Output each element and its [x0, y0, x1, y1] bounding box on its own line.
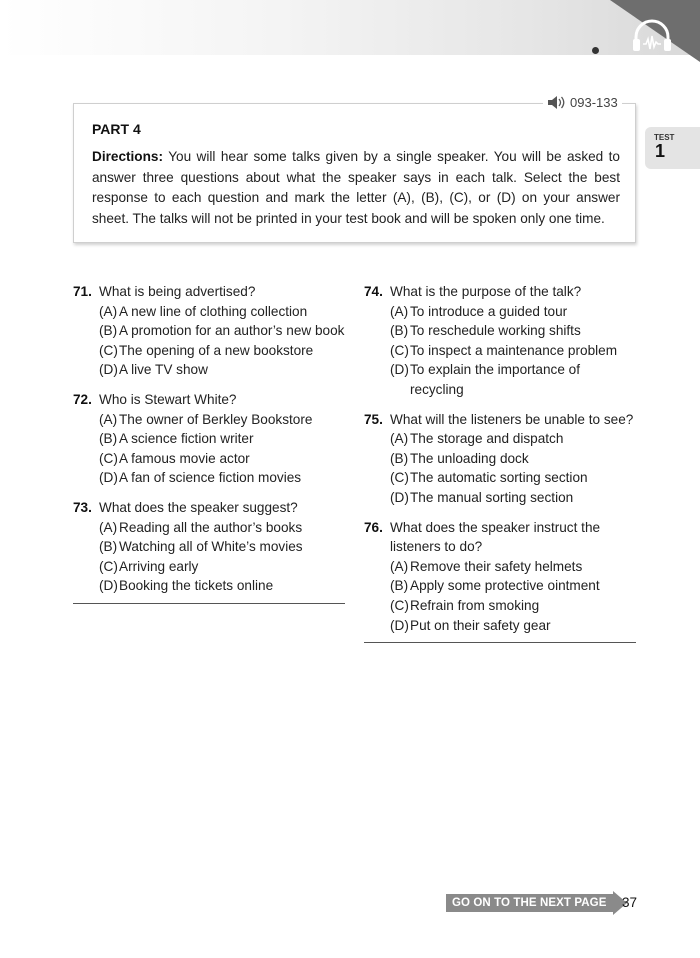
option-text: The opening of a new bookstore	[119, 342, 314, 358]
option-b	[364, 576, 636, 596]
question-number: 73.	[73, 499, 92, 515]
option-b	[364, 321, 636, 341]
option-text: The manual sorting section	[410, 489, 574, 505]
test-tab	[645, 127, 700, 169]
option-letter: (D)	[99, 362, 118, 378]
directions-label: Directions:	[92, 149, 164, 164]
option-a	[73, 302, 345, 322]
next-page-indicator[interactable]	[446, 891, 607, 915]
option-text: To reschedule working shifts	[410, 323, 581, 339]
option-d	[73, 468, 345, 488]
option-text: Booking the tickets online	[119, 578, 274, 594]
option-b	[73, 537, 345, 557]
question-74	[364, 282, 636, 400]
option-text: The storage and dispatch	[410, 431, 564, 447]
option-text: The unloading dock	[410, 450, 529, 466]
option-b	[73, 429, 345, 449]
option-text: Reading all the author’s books	[119, 519, 303, 535]
option-letter: (A)	[99, 411, 118, 427]
directions-text	[92, 147, 620, 229]
questions-column-right	[364, 282, 636, 643]
column-divider-line	[73, 603, 345, 604]
option-letter: (C)	[99, 342, 118, 358]
option-letter: (A)	[390, 558, 409, 574]
option-d	[364, 616, 636, 636]
option-c	[364, 341, 636, 361]
question-number: 72.	[73, 391, 92, 407]
option-letter: (A)	[99, 519, 118, 535]
test-tab-number: 1	[655, 141, 666, 161]
option-text: Put on their safety gear	[410, 617, 551, 633]
column-divider-line	[364, 642, 636, 643]
option-text: Watching all of White’s movies	[119, 539, 303, 555]
option-letter: (C)	[390, 597, 409, 613]
option-letter: (C)	[99, 450, 118, 466]
option-letter: (C)	[99, 558, 118, 574]
headphone-icon	[630, 18, 674, 54]
option-b	[364, 449, 636, 469]
option-letter: (B)	[99, 539, 118, 555]
option-c	[364, 596, 636, 616]
option-c	[364, 468, 636, 488]
option-letter: (B)	[390, 323, 409, 339]
question-text: What is being advertised?	[99, 284, 256, 299]
option-a	[73, 410, 345, 430]
option-a	[364, 302, 636, 322]
question-75	[364, 410, 636, 508]
option-text: A science fiction writer	[119, 431, 254, 447]
option-text: To explain the importance of recycling	[410, 362, 581, 397]
question-73	[73, 498, 345, 596]
question-number: 71.	[73, 284, 92, 299]
option-text: A promotion for an author’s new book	[119, 323, 345, 339]
question-text: Who is Stewart White?	[99, 391, 237, 407]
page-number: 37	[622, 895, 638, 910]
option-b	[73, 321, 345, 341]
question-text: What does the speaker instruct the listeners to do?	[390, 519, 601, 555]
option-text: The owner of Berkley Bookstore	[119, 411, 313, 427]
question-76	[364, 518, 636, 636]
corner-dot	[592, 47, 599, 54]
option-text: To inspect a maintenance problem	[410, 342, 618, 358]
option-letter: (B)	[390, 578, 409, 594]
option-letter: (A)	[99, 303, 118, 319]
option-text: The automatic sorting section	[410, 470, 588, 486]
question-72	[73, 390, 345, 488]
option-text: A fan of science fiction movies	[119, 470, 302, 486]
test-tab-label: TEST	[654, 133, 675, 142]
speaker-icon	[547, 96, 567, 109]
option-a	[73, 518, 345, 538]
option-letter: (A)	[390, 303, 409, 319]
option-c	[73, 341, 345, 361]
directions-box	[73, 103, 636, 243]
option-c	[73, 449, 345, 469]
option-text: Arriving early	[119, 558, 199, 574]
option-letter: (D)	[99, 470, 118, 486]
option-text: Apply some protective ointment	[410, 578, 600, 594]
option-text: A live TV show	[119, 362, 208, 378]
option-letter: (A)	[390, 431, 409, 447]
question-number: 75.	[364, 411, 383, 427]
question-71	[73, 282, 345, 380]
option-letter: (B)	[390, 450, 409, 466]
option-letter: (D)	[99, 578, 118, 594]
option-d	[73, 360, 345, 380]
option-a	[364, 557, 636, 577]
option-d	[364, 360, 636, 399]
option-letter: (D)	[390, 362, 409, 378]
option-d	[364, 488, 636, 508]
question-text: What is the purpose of the talk?	[390, 284, 582, 299]
option-c	[73, 557, 345, 577]
question-number: 76.	[364, 519, 383, 535]
option-text: To introduce a guided tour	[410, 303, 568, 319]
option-letter: (D)	[390, 617, 409, 633]
option-letter: (C)	[390, 470, 409, 486]
audio-track-reference[interactable]	[543, 95, 622, 110]
option-letter: (B)	[99, 431, 118, 447]
option-a	[364, 429, 636, 449]
option-letter: (D)	[390, 489, 409, 505]
option-text: A famous movie actor	[119, 450, 250, 466]
option-text: Refrain from smoking	[410, 597, 540, 613]
question-text: What does the speaker suggest?	[99, 499, 298, 515]
option-letter: (C)	[390, 342, 409, 358]
directions-body: You will hear some talks given by a single speaker. You will be asked to answer three questions about what the speaker says in each talk. Select the best response to each question and mark the letter (A), (B), (C), or (D) on your answer sheet. The talks will not be printed in your test book and will be spoken only one time.	[92, 149, 620, 226]
question-text: What will the listeners be unable to see?	[390, 411, 634, 427]
option-text: Remove their safety helmets	[410, 558, 583, 574]
questions-column-left	[73, 282, 345, 604]
part-title: PART 4	[92, 121, 141, 137]
option-letter: (B)	[99, 323, 118, 339]
option-text: A new line of clothing collection	[119, 303, 308, 319]
next-page-label: GO ON TO THE NEXT PAGE	[446, 894, 613, 912]
option-d	[73, 576, 345, 596]
question-number: 74.	[364, 284, 383, 299]
audio-track-number: 093-133	[570, 95, 618, 110]
